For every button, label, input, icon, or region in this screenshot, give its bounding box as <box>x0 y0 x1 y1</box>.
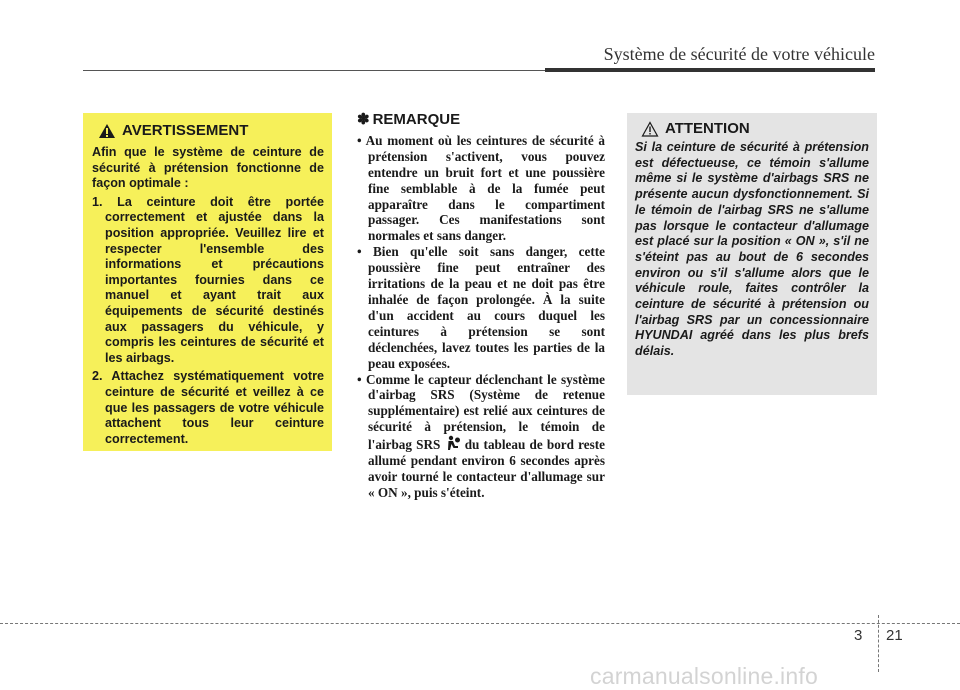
remark-item: • Au moment où les ceintures de sécurité à prétension s'activent, vous pouvez entendre un bruit fort et une poussière fine semblable à de la fumée peut apparaître dans le compartiment passager. Ces manifestations sont normales et sans danger. <box>357 132 605 244</box>
remark-title: REMARQUE <box>372 111 461 128</box>
warning-item: 1. La ceinture doit être portée correctement et ajustée dans la position appropriée. Veuillez lire et respecter l'ensemble des informations et précautions importantes fournies dans ce manuel et ayant trait aux équipements de sécurité destinés aux passagers du véhicule, y compris les ceintures de sécurité et les airbags. <box>92 194 324 365</box>
section-title: Système de sécurité de votre véhicule <box>603 44 875 64</box>
warning-intro: Afin que le système de ceinture de sécurité à prétension fonctionne de façon optimale : <box>92 145 324 191</box>
attention-text: Si la ceinture de sécurité à prétension est défectueuse, ce témoin s'allume même si le système d'airbags SRS ne présente aucun dysfonctionnement. Si le témoin de l'airbag SRS ne s'allume pas lorsque le contacteur d'allumage est placé sur la position « ON », s'il ne s'éteint pas au bout de 6 secondes environ ou s'il s'allume alors que le véhicule roule, faites contrôler la ceinture de sécurité à prétension ou l'airbag SRS par un concessionnaire HYUNDAI agréé dans les plus brefs délais. <box>635 140 869 359</box>
footer-divider <box>878 615 879 672</box>
warning-list <box>92 195 324 448</box>
remark-list <box>357 133 605 501</box>
warning-heading <box>92 123 324 139</box>
airbag-warning-icon <box>445 435 461 451</box>
chapter-number: 3 <box>854 627 863 644</box>
remark-item-text: • Comme le capteur déclenchant le système d'airbag SRS (Système de retenue supplémentaire) est relié aux ceintures de sécurité à prétension, le témoin de l'airbag SRS <box>357 371 605 453</box>
attention-title: ATTENTION <box>665 120 750 138</box>
remark-symbol: ✽ <box>357 111 370 128</box>
remark-heading <box>357 112 605 128</box>
attention-heading <box>635 121 869 137</box>
footer-rule <box>0 623 960 624</box>
warning-triangle-icon <box>98 123 116 139</box>
remark-item: • Bien qu'elle soit sans danger, cette poussière fine peut entraîner des irritations de la peau et ne doit pas être inhalée de façon prolongée. À la suite d'un accident au cours duquel les ceintures à prétension se sont déclenchées, lavez toutes les parties de la peau exposées. <box>357 244 605 371</box>
header-rule-accent <box>545 68 875 72</box>
warning-box <box>83 113 332 451</box>
page-number: 21 <box>886 627 903 644</box>
caution-triangle-icon <box>641 121 659 137</box>
watermark: carmanualsonline.info <box>590 663 818 689</box>
remark-item-text: du tableau de bord reste allumé pendant environ 6 secondes après avoir tourné le contacteur d'allumage sur « ON », puis s'éteint. <box>368 437 606 500</box>
warning-item: 2. Attachez systématiquement votre ceinture de sécurité et veillez à ce que les passagers de votre véhicule attachent tous leur ceinture correctement. <box>92 369 324 446</box>
remark-section <box>357 112 605 501</box>
attention-box <box>627 113 877 395</box>
remark-item <box>357 372 605 501</box>
warning-title: AVERTISSEMENT <box>122 122 249 140</box>
